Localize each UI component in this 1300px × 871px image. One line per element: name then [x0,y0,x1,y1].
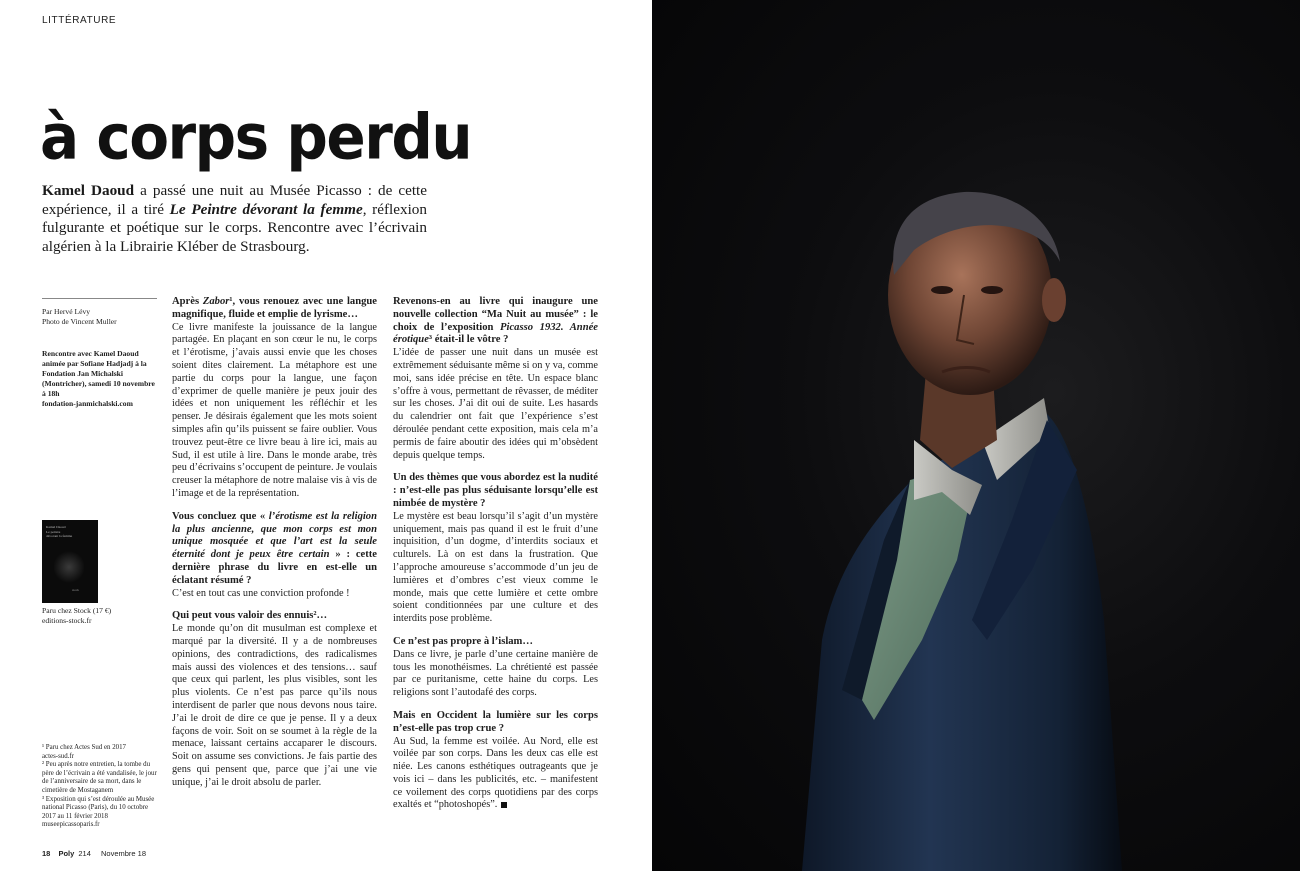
footnote: actes-sud.fr [42,752,74,760]
issue-month: Novembre 18 [100,849,147,858]
issue-number: 214 [78,849,91,858]
event-text: Rencontre avec Kamel Daoud animée par Sofiane Hadjadj à la Fondation Jan Michalski (Montricher), samedi 10 novembre à 18h [42,349,155,398]
footnotes [42,744,162,830]
footnote: museepicassoparis.fr [42,821,100,829]
answer: Le monde qu’on dit musulman est complexe et marqué par la diversité. Il y a de nombreuses opinions, des contradictions, des radicalismes mais aussi des violences et des tensions… sauf que ceux qui parlent, les plus visibles, sont les plus violents. Ce n’est pas parce qu’ils nous interdisent de parler que nous devons nous taire. J’ai le droit de dire ce que je pense. Il y a deux façons de voir. Soit on se soumet à la règle de la menace, laissant certains accaparer le discours. Soit on assume ses convictions. Je fais partie des gens qui pensent que, parce que j’ai une vie unique, j’ai le droit absolu de parler. [172,623,377,788]
lead-text-2: , réflexion fulgurante et poétique sur le corps. Rencontre avec l’écrivain algérien à la Librairie Kléber de Strasbourg. [42,200,427,255]
event-info [42,349,160,409]
question: Ce n’est pas propre à l’islam… [393,635,533,647]
answer: L’idée de passer une nuit dans un musée est extrêmement séduisante même si on y va, comme moi, sans idée précise en tête. Un espace blanc s’offre à vous, permettant de rêvasser, de méditer sur les choses. J’ai dit oui de suite. Les hasards du calendrier ont fait que l’expérience s’est déroulée pendant cette exposition, mais cela m’a permis de faire aboutir des idées qui m’obsèdent depuis quelque temps. [393,347,598,461]
question: Mais en Occident la lumière sur les corps n’est-elle pas trop crue ? [393,709,598,734]
question: Revenons-en au livre qui inaugure une nouvelle collection “Ma Nuit au musée” : le choix de l’exposition Picasso 1932. Année érotique³ était-il le vôtre ? [393,296,598,346]
footnote: ² Peu après notre entretien, la tombe du père de l’écrivain a été vandalisée, le jour de l’anniversaire de sa mort, dans le cimetière de Mostaganem [42,761,157,794]
book-cover-artwork [54,550,84,584]
book-info [42,606,162,626]
question: Un des thèmes que vous abordez est la nudité : n’est-elle pas plus séduisante lorsqu’elle est nimbée de mystère ? [393,472,598,509]
book-cover-text: Kamel Daoud Le peintre dévorant la femme [46,525,73,538]
credits [42,307,162,327]
right-page-photo [652,0,1300,871]
magazine-name: Poly [58,849,75,858]
text-column-1 [172,296,377,789]
answer: Dans ce livre, je parle d’une certaine manière de tous les monothéismes. La chrétienté est passée par ce puritanisme, cette haine du corps. Les religions sont l’autodafé des corps. [393,648,598,699]
lead-author: Kamel Daoud [42,182,135,199]
page-footer [42,849,146,858]
question: Qui peut vous valoir des ennuis²… [172,610,328,622]
end-of-article-mark [501,802,507,808]
question: Vous concluez que « l’érotisme est la religion la plus ancienne, que mon corps est mon unique mosquée et que l’art est la seule éternité dont je peux être certain » : cette dernière phrase du livre en est-elle un éclatant résumé ? [172,510,377,586]
credit-author: Par Hervé Lévy [42,307,91,316]
footnote: ³ Exposition qui s’est déroulée au Musée national Picasso (Paris), du 10 octobre 2017 au 11 février 2018 [42,795,155,820]
event-website: fondation-janmichalski.com [42,399,133,408]
answer: Ce livre manifeste la jouissance de la langue partagée. En plaçant en son cœur le nu, le corps et l’érotisme, j’avais aussi envie que les choses soient dites clairement. La métaphore est une partie du corps pour la langue, une façon d’exprimer de quelle manière je peux jouir des idées et non uniquement les réfléchir et les penser. Je désirais également que les mots soient simples afin qu’ils puissent se faire oublier. Vous trouvez peut-être ce livre beau à lire ici, mais au Sud, il est utile à lire. Dans le monde arabe, très peu d’écrivains s’occupent de peinture. Je voulais creuser la métaphore de notre malaise vis à vis de l’image et de la représentation. [172,321,378,499]
answer: Au Sud, la femme est voilée. Au Nord, elle est voilée par son corps. Dans les deux cas elle est niée. Les canons esthétiques outrageants que je vois ici – dans les publicités, etc. – manifestent ce voilement des corps quotidiens par des corps exaltés et “photoshopés”. [393,735,598,811]
ear [1042,278,1066,322]
book-cover-publisher: stock [72,588,80,592]
book-website: editions-stock.fr [42,616,92,625]
book-cover-image [42,520,98,603]
lead-text-1: a passé une nuit au Musée Picasso : de cette expérience, il a tiré [42,182,428,218]
article-title: à corps perdu [40,100,472,174]
sidebar-divider [42,298,157,299]
article-lead [42,182,427,256]
answer: Le mystère est beau lorsqu’il s’agit d’un mystère uniquement, mais pas quand il est le fruit d’une inquisition, d’un dogme, d’interdits sociaux et culturels. Là on est dans la frustration. Que l’approche amoureuse s’accommode d’un jeu de lumières et d’ombres c’est vieux comme le monde, mais que cette lumière et cette ombre soient conditionnées par une culture et des interdits pose problème. [393,510,598,625]
answer: C’est en tout cas une conviction profonde ! [172,587,350,599]
footnote: ¹ Paru chez Actes Sud en 2017 [42,744,126,751]
text-column-2 [393,296,598,812]
book-publisher-line: Paru chez Stock (17 €) [42,606,112,615]
page-number: 18 [42,849,51,858]
credit-photo: Photo de Vincent Muller [42,317,117,326]
lead-book-title: Le Peintre dévorant la femme [169,200,363,218]
section-rubric: LITTÉRATURE [42,15,117,26]
portrait-photo [652,0,1300,871]
question: Après Zabor¹, vous renouez avec une langue magnifique, fluide et emplie de lyrisme… [172,296,377,320]
